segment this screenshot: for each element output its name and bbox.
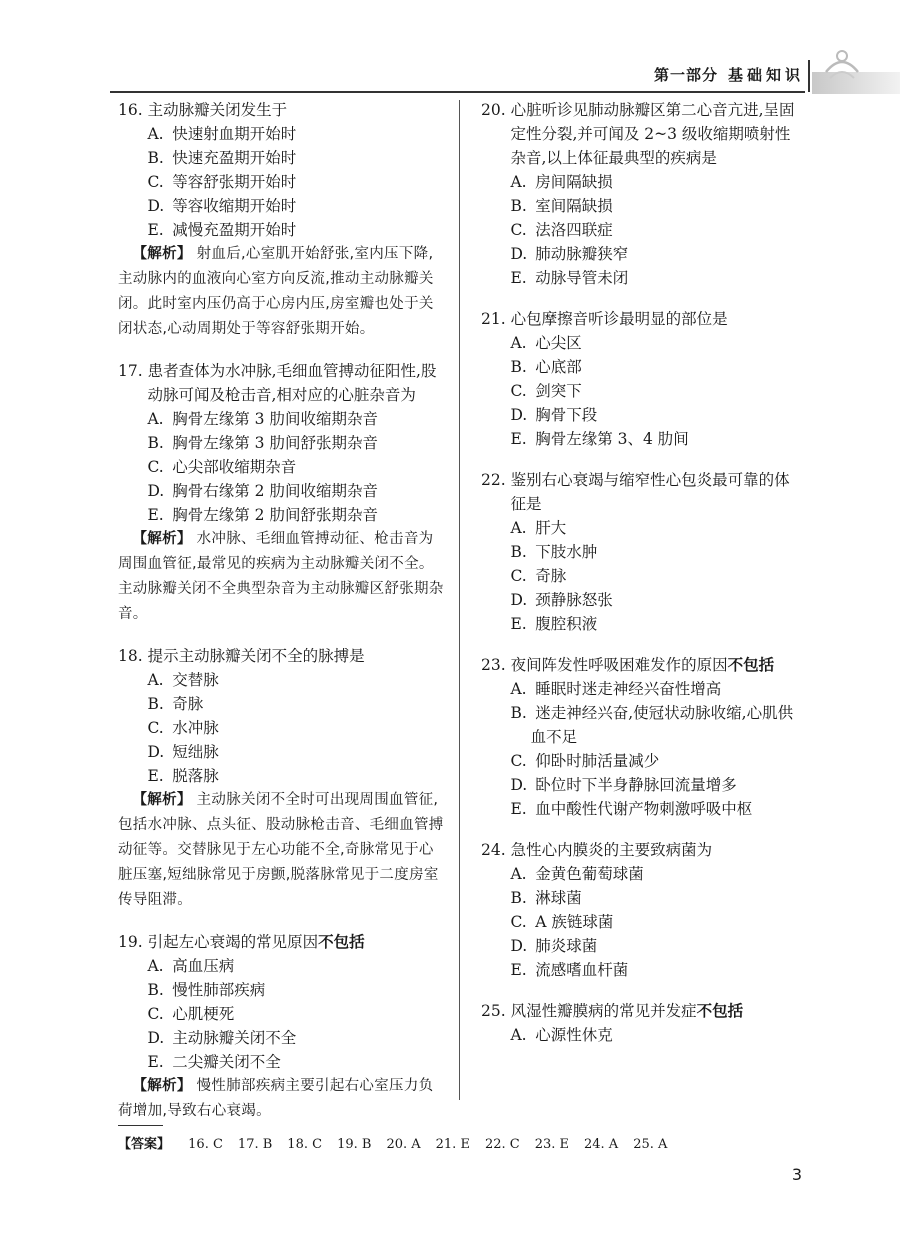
answers-rule [118,1125,163,1126]
option-text: 水冲脉 [172,719,219,737]
answer-item: 19. B [337,1137,372,1152]
option-letter: B. [147,149,164,167]
option-text: 肝大 [535,519,567,537]
option-letter: E. [510,961,527,979]
answer-option [501,910,801,934]
analysis [118,788,444,913]
header-section: 基础知识 [727,66,804,84]
answer-key [118,1133,682,1152]
option-text: 慢性肺部疾病 [172,981,266,999]
option-letter: E. [510,269,527,287]
header-title [654,64,804,85]
option-text: 减慢充盈期开始时 [172,221,297,239]
question-text: 主动脉瓣关闭发生于 [147,101,288,119]
question-stem [118,930,444,954]
answer-item: 18. C [287,1137,323,1152]
answer-option [138,170,444,194]
answer-option [501,862,801,886]
question-text: 心包摩擦音听诊最明显的部位是 [510,310,728,328]
question-25 [481,999,801,1047]
answer-option [501,516,801,540]
question-stem [481,999,801,1023]
option-letter: D. [510,776,528,794]
option-letter: B. [147,434,164,452]
question-text: 夜间阵发性呼吸困难发作的原因 [510,656,728,674]
option-letter: A. [510,680,527,698]
option-text: 睡眠时迷走神经兴奋性增高 [535,680,722,698]
option-text: 心源性休克 [535,1026,613,1044]
option-letter: E. [147,1053,164,1071]
option-text: 淋球菌 [535,889,582,907]
question-emphasis: 不包括 [318,933,365,951]
option-letter: E. [510,615,527,633]
option-letter: C. [510,752,527,770]
question-emphasis: 不包括 [727,656,775,674]
answer-option [138,1026,444,1050]
header-rule [110,91,805,93]
answer-option [501,886,801,910]
option-letter: A. [147,957,164,975]
option-text: 高血压病 [172,957,235,975]
answer-option [138,122,444,146]
option-text: 脱落脉 [172,767,219,785]
option-text: 颈静脉怒张 [535,591,613,609]
question-text: 风湿性瓣膜病的常见并发症 [510,1002,697,1020]
option-letter: E. [510,800,527,818]
right-column [481,98,801,1064]
answer-option [138,1002,444,1026]
option-text: 下肢水肿 [535,543,598,561]
option-letter: D. [147,197,165,215]
option-letter: C. [147,458,164,476]
answer-option [501,1023,801,1047]
answer-option [501,588,801,612]
analysis-text: 水冲脉、毛细血管搏动征、枪击音为周围血管征,最常见的疾病为主动脉瓣关闭不全。主动脉瓣关闭不全典型杂音为主动脉瓣区舒张期杂音。 [118,531,444,622]
option-text: 胸骨左缘第 3 肋间舒张期杂音 [172,434,378,452]
answer-option [501,797,801,821]
answer-key-label: 【答案】 [118,1137,171,1152]
option-letter: E. [147,506,164,524]
option-letter: D. [510,591,528,609]
left-column [118,98,444,1141]
question-number: 17. [118,362,143,380]
answer-option [501,564,801,588]
option-letter: A. [510,865,527,883]
option-letter: B. [510,704,527,722]
question-number: 20. [481,101,506,119]
option-text: A 族链球菌 [535,913,614,931]
answer-option [138,431,444,455]
question-stem [481,307,801,331]
answer-option [138,668,444,692]
answer-item: 20. A [386,1137,421,1152]
question-stem [481,838,801,862]
option-text: 奇脉 [172,695,204,713]
option-text: 室间隔缺损 [535,197,613,215]
option-text: 肺动脉瓣狭窄 [535,245,629,263]
option-letter: D. [147,1029,165,1047]
question-22 [481,468,801,636]
answer-item: 21. E [435,1137,470,1152]
question-23 [481,653,801,821]
option-text: 迷走神经兴奋,使冠状动脉收缩,心肌供血不足 [530,704,794,746]
analysis-text: 射血后,心室肌开始舒张,室内压下降,主动脉内的血液向心室方向反流,推动主动脉瓣关闭。此时室内压仍高于心房内压,房室瓣也处于关闭状态,心动周期处于等容舒张期开始。 [118,246,434,337]
option-letter: C. [147,1005,164,1023]
option-letter: D. [510,937,528,955]
answer-option [501,749,801,773]
answer-option [501,194,801,218]
question-stem [481,653,801,677]
answer-option [138,146,444,170]
option-letter: D. [147,482,165,500]
question-number: 23. [481,656,506,674]
analysis [118,1074,444,1124]
option-text: 剑突下 [535,382,582,400]
answer-option [501,403,801,427]
analysis [118,527,444,627]
answer-option [501,934,801,958]
option-letter: B. [510,543,527,561]
option-letter: C. [510,382,527,400]
option-letter: A. [510,1026,527,1044]
option-letter: B. [510,889,527,907]
option-letter: B. [510,197,527,215]
option-letter: D. [510,406,528,424]
answer-item: 16. C [188,1137,223,1152]
question-stem [481,98,801,170]
option-text: 等容收缩期开始时 [172,197,297,215]
answer-option [138,194,444,218]
option-text: 金黄色葡萄球菌 [535,865,644,883]
analysis-tag: 【解析】 [132,792,192,808]
question-number: 19. [118,933,143,951]
answer-option [138,479,444,503]
option-letter: A. [510,519,527,537]
analysis-tag: 【解析】 [132,531,192,547]
analysis [118,242,444,342]
option-text: 心底部 [535,358,582,376]
option-text: 二尖瓣关闭不全 [172,1053,281,1071]
answer-option [501,355,801,379]
option-text: 房间隔缺损 [535,173,613,191]
option-letter: C. [147,719,164,737]
question-21 [481,307,801,451]
header-part: 第一部分 [653,66,718,84]
publisher-logo-icon [812,42,900,98]
option-text: 交替脉 [172,671,219,689]
question-stem [118,359,444,407]
header-divider [808,60,810,92]
answer-option [501,331,801,355]
answer-item: 17. B [237,1137,273,1152]
page-header [0,30,900,100]
option-letter: C. [510,567,527,585]
answer-option [138,407,444,431]
option-letter: A. [147,671,164,689]
question-text: 急性心内膜炎的主要致病菌为 [510,841,713,859]
analysis-text: 慢性肺部疾病主要引起右心室压力负荷增加,导致右心衰竭。 [118,1078,434,1119]
option-text: 心尖部收缩期杂音 [172,458,297,476]
option-text: 法洛四联症 [535,221,613,239]
question-number: 22. [481,471,506,489]
option-letter: C. [510,913,527,931]
answer-option [138,716,444,740]
answer-option [138,503,444,527]
answer-item: 22. C [484,1137,520,1152]
answer-option [501,379,801,403]
question-text: 引起左心衰竭的常见原因 [147,933,319,951]
option-letter: B. [147,981,164,999]
option-letter: C. [510,221,527,239]
answer-option [138,764,444,788]
question-number: 25. [481,1002,506,1020]
option-text: 血中酸性代谢产物刺激呼吸中枢 [535,800,753,818]
answer-option [501,427,801,451]
answer-option [501,958,801,982]
question-text: 提示主动脉瓣关闭不全的脉搏是 [147,647,365,665]
option-text: 主动脉瓣关闭不全 [172,1029,297,1047]
option-text: 卧位时下半身静脉回流量增多 [535,776,737,794]
option-letter: B. [147,695,164,713]
option-text: 胸骨右缘第 2 肋间收缩期杂音 [172,482,378,500]
answer-option [501,242,801,266]
question-19 [118,930,444,1124]
option-text: 流感嗜血杆菌 [535,961,629,979]
question-text: 心脏听诊见肺动脉瓣区第二心音亢进,呈固定性分裂,并可闻及 2~3 级收缩期喷射性杂音,以上体征最典型的疾病是 [510,101,795,167]
question-emphasis: 不包括 [696,1002,744,1020]
option-text: 动脉导管未闭 [535,269,629,287]
answer-option [138,218,444,242]
answer-option [501,540,801,564]
option-text: 肺炎球菌 [535,937,598,955]
answer-option [138,740,444,764]
answer-item: 24. A [584,1137,619,1152]
option-letter: D. [510,245,528,263]
answer-option [501,218,801,242]
question-number: 16. [118,101,143,119]
option-letter: E. [147,221,164,239]
answer-option [501,677,801,701]
option-letter: A. [510,334,527,352]
page-number: 3 [791,1165,802,1184]
analysis-text: 主动脉关闭不全时可出现周围血管征,包括水冲脉、点头征、股动脉枪击音、毛细血管搏动征等。交替脉见于左心功能不全,奇脉常见于心脏压塞,短绌脉常见于房颤,脱落脉常见于二度房室传导阻滞。 [118,792,444,908]
option-text: 胸骨下段 [535,406,598,424]
option-letter: A. [510,173,527,191]
option-text: 等容舒张期开始时 [172,173,297,191]
answer-option [501,612,801,636]
option-text: 心肌梗死 [172,1005,235,1023]
option-letter: E. [147,767,164,785]
question-17 [118,359,444,627]
answer-option [138,954,444,978]
answer-item: 25. A [633,1137,668,1152]
option-letter: D. [147,743,165,761]
option-letter: A. [147,125,164,143]
answer-option [501,266,801,290]
option-text: 短绌脉 [172,743,219,761]
question-text: 患者查体为水冲脉,毛细血管搏动征阳性,股动脉可闻及枪击音,相对应的心脏杂音为 [147,362,437,404]
option-text: 快速射血期开始时 [172,125,297,143]
option-text: 奇脉 [535,567,567,585]
option-text: 心尖区 [535,334,582,352]
option-text: 胸骨左缘第 2 肋间舒张期杂音 [172,506,378,524]
option-letter: E. [510,430,527,448]
column-divider [459,100,460,1100]
question-number: 21. [481,310,506,328]
option-text: 快速充盈期开始时 [172,149,297,167]
analysis-tag: 【解析】 [132,246,192,262]
option-text: 胸骨左缘第 3 肋间收缩期杂音 [172,410,378,428]
analysis-tag: 【解析】 [132,1078,192,1094]
question-24 [481,838,801,982]
option-text: 仰卧时肺活量减少 [535,752,660,770]
answer-option [501,170,801,194]
question-20 [481,98,801,290]
question-18 [118,644,444,913]
option-letter: C. [147,173,164,191]
answer-option [138,455,444,479]
option-letter: B. [510,358,527,376]
answer-option [138,1050,444,1074]
answer-option [138,692,444,716]
question-16 [118,98,444,342]
question-number: 18. [118,647,143,665]
answer-item: 23. E [534,1137,569,1152]
question-number: 24. [481,841,506,859]
option-text: 胸骨左缘第 3、4 肋间 [535,430,689,448]
option-letter: A. [147,410,164,428]
question-stem [481,468,801,516]
answer-option [501,773,801,797]
option-text: 腹腔积液 [535,615,598,633]
question-stem [118,644,444,668]
question-stem [118,98,444,122]
answer-option [501,701,801,749]
answer-option [138,978,444,1002]
question-text: 鉴别右心衰竭与缩窄性心包炎最可靠的体征是 [510,471,790,513]
